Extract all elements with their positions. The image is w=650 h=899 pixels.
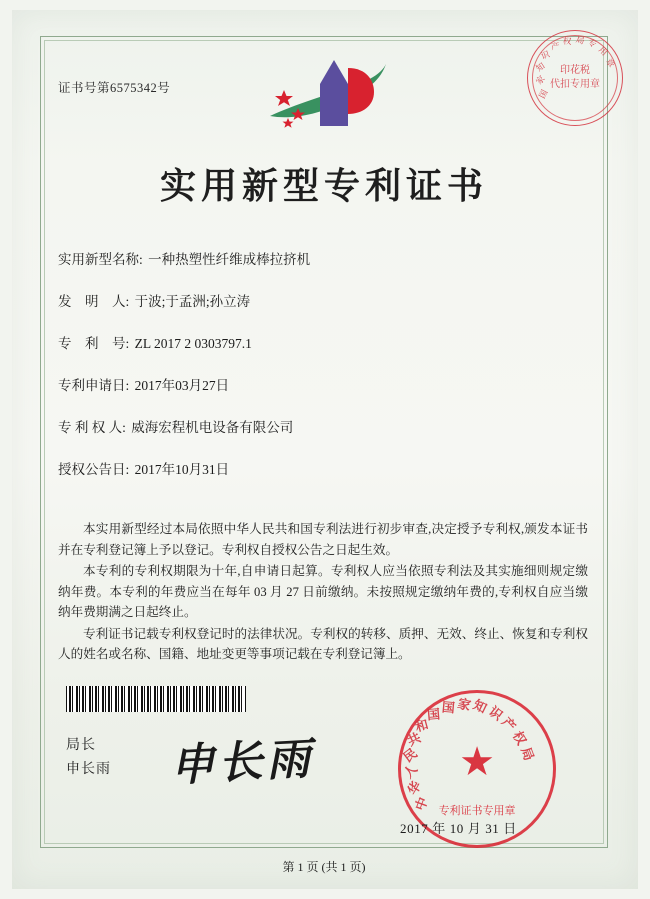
field-value: 2017年03月27日	[134, 378, 230, 393]
field-label: 专利申请日:	[58, 378, 130, 393]
certificate-number: 证书号第6575342号	[58, 81, 171, 95]
field-label: 专 利 号:	[58, 336, 130, 351]
director-handwritten-signature: 申长雨	[169, 734, 316, 791]
tax-stamp-seal	[527, 30, 625, 128]
seal-arc-text: 国 家 知 识 产 权 局 专 用 章	[533, 34, 617, 101]
field-row	[58, 332, 598, 352]
field-row	[58, 458, 598, 478]
seal-bottom-text: 专利证书专用章	[438, 805, 516, 817]
field-label: 授权公告日:	[58, 462, 130, 477]
legal-paragraph: 专利证书记载专利权登记时的法律状况。专利权的转移、质押、无效、终止、恢复和专利权人的姓名或名称、国籍、地址变更等事项记载在专利登记簿上。	[58, 626, 588, 661]
legal-text-block	[58, 519, 588, 666]
barcode	[66, 686, 246, 712]
director-label	[66, 734, 111, 782]
field-row	[58, 290, 598, 310]
field-list	[58, 248, 598, 500]
tax-stamp-center-line2: 代扣专用章	[550, 79, 600, 90]
field-value: 威海宏程机电设备有限公司	[131, 420, 294, 435]
field-value: ZL 2017 2 0303797.1	[134, 336, 252, 351]
page-title: 实用新型专利证书	[159, 166, 488, 206]
field-row	[58, 416, 598, 436]
national-emblem-star-icon: ★	[459, 740, 495, 784]
official-seal: ★ 中 华 人 民 共 和 国 国 家 知 识 产 权 局 专利证书专用章	[398, 690, 558, 850]
field-label: 发 明 人:	[58, 294, 130, 309]
field-row	[58, 248, 598, 268]
page-footer: 第 1 页 (共 1 页)	[282, 860, 366, 874]
field-value: 于波;于孟洲;孙立涛	[134, 294, 251, 309]
legal-paragraph: 本专利的专利权期限为十年,自申请日起算。专利权人应当依照专利法及其实施细则规定缴纳年费。本专利的年费应当在每年 03 月 27 日前缴纳。未按照规定缴纳年费的,专利权自应当缴纳年费期满之日起终止。	[58, 564, 588, 619]
director-name: 申长雨	[66, 762, 111, 777]
field-value: 2017年10月31日	[134, 462, 230, 477]
issue-date: 2017 年 10 月 31 日	[400, 821, 517, 836]
field-row	[58, 374, 598, 394]
field-label: 实用新型名称:	[58, 252, 143, 267]
tax-stamp-center-line1: 印花税	[560, 65, 590, 76]
field-value: 一种热塑性纤维成棒拉挤机	[148, 252, 311, 267]
director-title: 局长	[66, 738, 96, 753]
cnipa-logo	[262, 54, 392, 140]
legal-paragraph: 本实用新型经过本局依照中华人民共和国专利法进行初步审查,决定授予专利权,颁发本证书并在专利登记簿上予以登记。专利权自授权公告之日起生效。	[58, 522, 588, 557]
field-label: 专 利 权 人:	[58, 420, 126, 435]
